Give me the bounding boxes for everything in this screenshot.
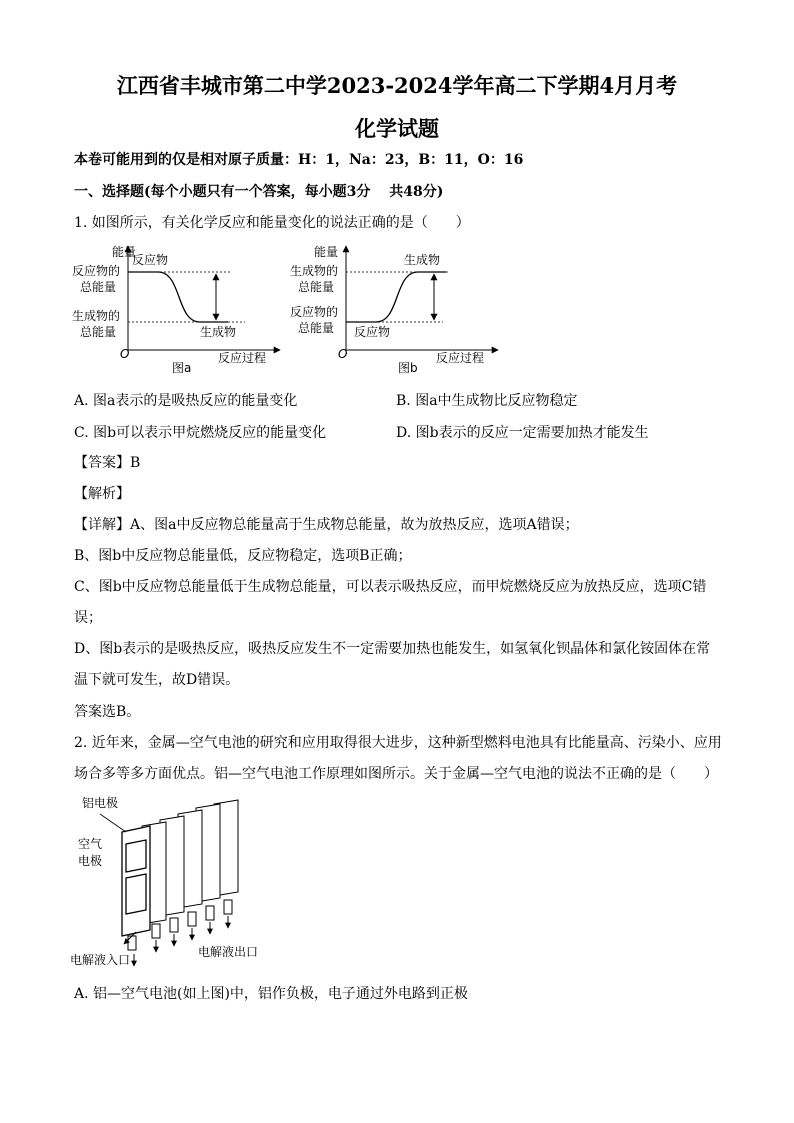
figure-b-upper-label-2: 总能量: [298, 280, 335, 294]
label-electrolyte-inlet: 电解液入口: [70, 953, 131, 967]
figure-a-x-label: 反应过程: [218, 351, 267, 365]
question-1-option-b: B. 图a中生成物比反应物稳定: [396, 393, 578, 409]
figure-a-product-label: 生成物: [200, 325, 237, 339]
figure-a-caption: 图a: [172, 361, 192, 375]
figure-a-upper-label-2: 总能量: [80, 280, 117, 294]
air-electrode-frame: [122, 826, 150, 936]
outlet-tube: [206, 906, 214, 920]
figure-a-y-label: 能量: [112, 245, 137, 259]
atomic-mass-note: 本卷可能用到的仅是相对原子质量：H：1，Na：23，B：11，O：16: [74, 152, 524, 168]
question-1-option-d: D. 图b表示的反应一定需要加热才能发生: [396, 425, 649, 441]
figure-a-lower-label-1: 生成物的: [72, 309, 121, 323]
label-air-electrode-1: 空气: [78, 837, 103, 851]
figure-a-reactant-label: 反应物: [132, 253, 169, 267]
figure-b-x-label: 反应过程: [436, 351, 485, 365]
figure-a-lower-label-2: 总能量: [80, 325, 117, 339]
question-1-detail-a: 【详解】A、图a中反应物总能量高于生成物总能量，故为放热反应，选项A错误；: [74, 517, 579, 533]
aluminum-air-battery-figure: [66, 792, 306, 972]
question-1-option-a: A. 图a表示的是吸热反应的能量变化: [74, 393, 298, 409]
figure-b-reactant-label: 反应物: [354, 325, 391, 339]
al-electrode-leader: [100, 814, 126, 832]
figure-a-upper-label-1: 反应物的: [72, 264, 121, 278]
outlet-tube: [188, 912, 196, 926]
question-1-detail-d: D、图b表示的是吸热反应，吸热反应发生不一定需要加热也能发生，如氢氧化钡晶体和氯化铵固体在常温下就可发生，故D错误。: [74, 641, 711, 688]
question-2-option-a: A. 铝—空气电池(如上图)中，铝作负极，电子通过外电路到正极: [74, 986, 468, 1002]
figure-b-energy-curve: [346, 272, 446, 322]
outlet-tube: [224, 900, 232, 914]
figure-a-energy-curve: [128, 272, 228, 322]
figure-b-lower-label-2: 总能量: [298, 321, 335, 335]
question-1-analysis-label: 【解析】: [74, 486, 130, 502]
figure-b-lower-label-1: 反应物的: [290, 305, 339, 319]
question-1-answer: 【答案】B: [74, 455, 141, 471]
figure-a-origin: O: [120, 347, 130, 361]
figure-b-caption: 图b: [398, 361, 418, 375]
figure-b-upper-label-1: 生成物的: [290, 264, 339, 278]
label-air-electrode-2: 电极: [78, 854, 103, 868]
figure-b-origin: O: [338, 347, 348, 361]
question-2-stem: 2. 近年来，金属—空气电池的研究和应用取得很大进步，这种新型燃料电池具有比能量高、污染小、应用场合多等多方面优点。铝—空气电池工作原理如图所示。关于金属—空气电池的说法不正确的是（ ）: [74, 735, 722, 782]
outlet-tube: [170, 918, 178, 932]
question-1-detail-b: B、图b中反应物总能量低，反应物稳定，选项B正确；: [74, 548, 412, 564]
label-electrolyte-outlet: 电解液出口: [198, 945, 259, 959]
figure-b-product-label: 生成物: [404, 253, 441, 267]
section-heading: 一、选择题(每个小题只有一个答案，每小题3分 共48分): [74, 184, 444, 200]
figure-a-energy-diagram: [70, 240, 290, 376]
question-1-conclusion: 答案选B。: [74, 704, 141, 720]
question-1-stem: 1. 如图所示，有关化学反应和能量变化的说法正确的是（ ）: [74, 215, 470, 231]
outlet-tube: [152, 924, 160, 938]
page-title: 江西省丰城市第二中学2023-2024学年高二下学期4月月考: [116, 73, 678, 98]
figure-b-y-label: 能量: [314, 245, 339, 259]
page-subtitle: 化学试题: [355, 116, 439, 141]
label-al-electrode: 铝电极: [82, 796, 119, 810]
question-1-option-c: C. 图b可以表示甲烷燃烧反应的能量变化: [74, 425, 327, 441]
figure-b-energy-diagram: [288, 240, 508, 376]
question-1-detail-c: C、图b中反应物总能量低于生成物总能量，可以表示吸热反应，而甲烷燃烧反应为放热反应，选项C错误；: [74, 579, 707, 626]
